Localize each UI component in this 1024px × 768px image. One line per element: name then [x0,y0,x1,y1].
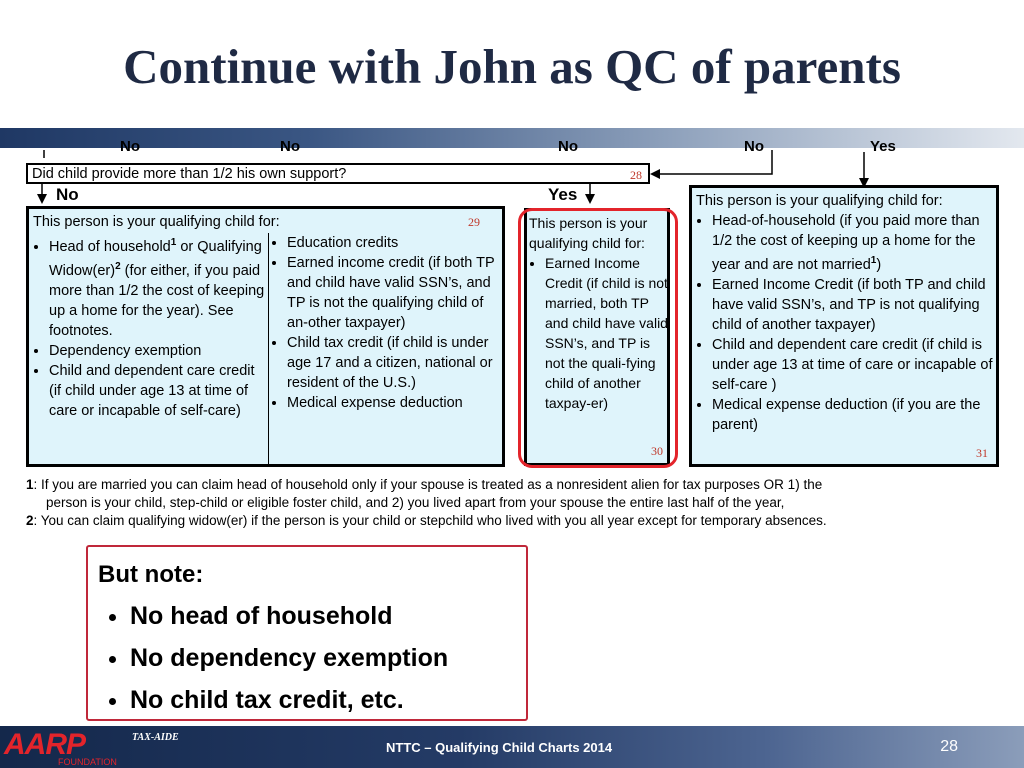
top-fragment-no-1: No [120,138,140,155]
box31-item-eic: • Earned Income Credit (if both TP and child have valid SSN’s, and TP is not qualifying child of another taxpayer) [712,275,996,335]
footnote-1-continued: person is your child, step-child or eligible foster child, and 2) you lived apart from your spouse the entire last half of the year, [46,495,785,510]
top-fragment-no-3: No [558,138,578,155]
question-box [26,163,650,184]
top-fragment-no-4: No [744,138,764,155]
box29-item-medical: • Medical expense deduction [287,393,501,413]
slide-title: Continue with John as QC of parents [123,39,901,94]
result-box-31 [689,185,999,467]
page-number: 28 [940,738,958,755]
box29-number: 29 [468,215,480,229]
question-text: Did child provide more than 1/2 his own support? [32,166,347,182]
question-number: 28 [630,168,642,182]
box31-number: 31 [976,446,988,460]
box31-item-hoh: • Head-of-household (if you paid more than 1/2 the cost of keeping up a home for the year and are not married$^1$) [712,211,996,275]
highlight-ring [518,208,678,468]
note-item-ctc: • No child tax credit, etc. [130,679,526,721]
box29-item-dependency: • Dependency exemption [49,341,265,361]
footnote-2: 2: You can claim qualifying widow(er) if the person is your child or stepchild who lived with you all year except for temporary absences. [26,513,827,528]
note-item-dependency: • No dependency exemption [130,637,526,679]
answer-no-label: No [56,185,79,204]
box29-item-education: • Education credits [287,233,501,253]
slide-footer [0,726,1024,768]
box30-heading: This person is your qualifying child for: [529,215,648,251]
box29-item-eic: • Earned income credit (if both TP and child have valid SSN’s, and TP is not the qualifying child of an-other taxpayer) [287,253,501,333]
box29-item-care-credit: • Child and dependent care credit (if child under age 13 at time of care or incapable of self-care) [49,361,265,421]
tax-aide-label: TAX-AIDE [132,732,179,743]
aarp-logo: AARP [4,728,86,761]
note-heading: But note: [98,561,204,588]
box29-divider [268,233,269,465]
box29-heading: This person is your qualifying child for: [33,214,280,230]
qualifying-child-flowchart [24,138,1002,532]
box30-number: 30 [651,444,663,458]
note-callout [86,545,528,721]
result-box-29 [26,206,505,467]
aarp-foundation-label: FOUNDATION [58,757,117,767]
box29-item-hoh: • Head of household$^1$ or Qualifying Widow(er)$^2$ (for either, if you paid more than 1/2 the cost of keeping up a home for the year). See footnotes. [49,233,265,341]
box31-item-medical: • Medical expense deduction (if you are the parent) [712,395,996,435]
top-fragment-yes: Yes [870,138,896,155]
box29-item-ctc: • Child tax credit (if child is under age 17 and a citizen, national or resident of the U.S.) [287,333,501,393]
box30-item-eic: • Earned Income Credit (if child is not married, both TP and child have valid SSN’s, and TP is not the quali-fying child of another taxpay-er) [545,253,669,413]
footnote-1: 1: If you are married you can claim head of household only if your spouse is treated as a nonresident alien for tax purposes OR 1) the [26,477,823,492]
top-fragment-no-2: No [280,138,300,155]
box31-item-care-credit: • Child and dependent care credit (if child is under age 13 at time of care or incapable of self-care ) [712,335,996,395]
box31-heading: This person is your qualifying child for: [696,193,943,209]
footer-text: NTTC – Qualifying Child Charts 2014 [386,740,613,755]
answer-yes-label: Yes [548,185,578,204]
note-item-hoh: • No head of household [130,595,526,637]
